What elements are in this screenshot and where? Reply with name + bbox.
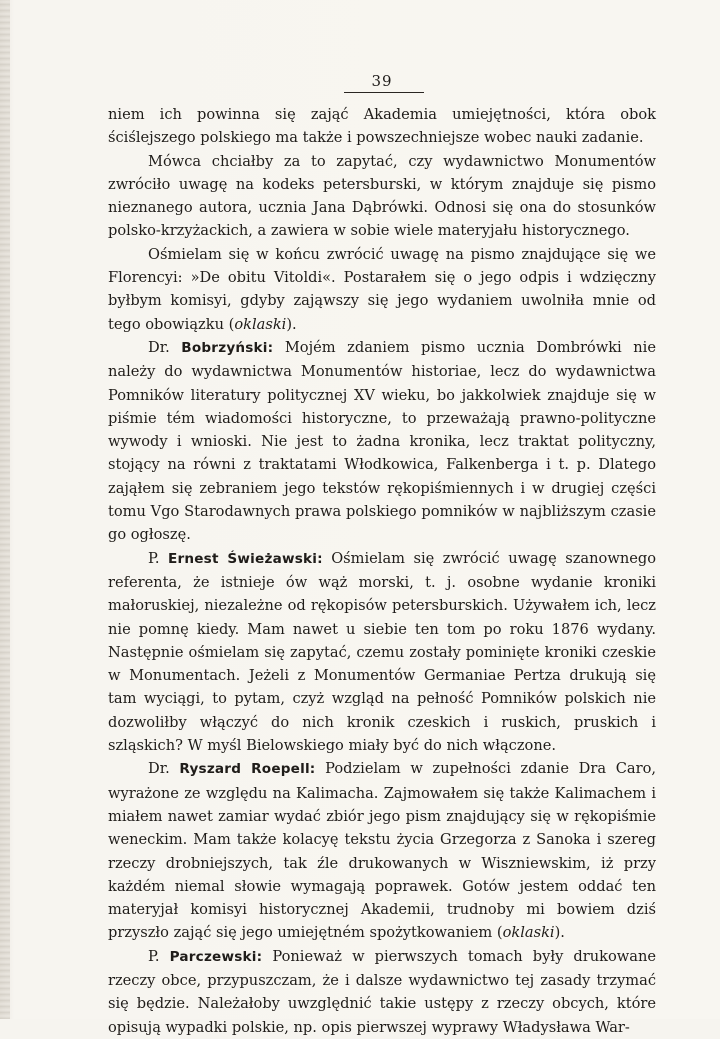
paragraph-parczewski [108,945,656,1039]
paragraph-3-end: ). [286,315,297,333]
paragraph-bobrzynski [108,336,656,547]
applause-note: oklaski [234,315,287,333]
speech-text: Ponieważ w pierwszych tomach były drukowane rzeczy obce, przypuszczam, że i dalsze wydawnictwo tej zasady trzymać się będzie. Należałoby uwzględnić takie ustępy z rzeczy obcych, które opisują wypadki polskie, np. opis pierwszej wyprawy Władysława War- [108,947,656,1036]
paragraph-1 [108,103,656,150]
speaker-title: Dr. [148,760,180,778]
paragraph-roepell [108,757,656,944]
page-number-rule [344,92,424,93]
page-binding-edge [0,0,10,1019]
speech-text: Podzielam w zupełności zdanie Dra Caro, wyrażone ze względu na Kalimacha. Zajmowałem się także Kalimachem i miałem nawet zamiar wydać zbiór jego pism znajdujący się w rękopiśmie weneckim. Mam także kolacyę tekstu życia Grzegorza z Sanoka i szereg rzeczy drobniejszych, tak źle drukowanych w Wiszniewskim, iż przy każdém niemal słowie wymagają poprawek. Gotów jestem oddać ten materyjał komisyi historycznej Akademii, trudnoby mi bowiem dziś przyszło zająć się jego umiejętném spożytkowaniem [108,760,656,942]
speech-tail: ( [492,924,503,942]
speaker-name: Ernest Świeżawski: [167,550,323,567]
applause-note: oklaski [502,924,555,942]
paragraph-2-text: Mówca chciałby za to zapytać, czy wydawnictwo Monumentów zwróciło uwagę na kodeks petersburski, w którym znajduje się pismo nieznanego autora, ucznia Jana Dąbrówki. Odnosi się ona do stosunków polsko-krzyżackich, a zawiera w sobie wiele materyjału historycznego. [108,152,656,240]
paragraph-1-text: niem ich powinna się zająć Akademia umiejętności, która obok ściślejszego polskiego ma także i powszechniejsze wobec nauki zadanie. [108,106,656,147]
paragraph-swiezawski [108,547,656,758]
paragraph-3 [108,243,656,336]
paragraph-3-tail: ( [223,315,235,333]
speech-end: ). [554,924,565,942]
speaker-title: Dr. [148,338,182,356]
speaker-title: P. [148,947,170,965]
page-number: 39 [371,72,393,90]
speech-text: Mojém zdaniem pismo ucznia Dombrówki nie należy do wydawnictwa Monumentów historiae, lecz do wydawnictwa Pomników literatury politycznej XV wieku, bo jakkolwiek znajduje się w piśmie tém wiadomości historyczne, to przeważają prawno-polityczne wywody i wnioski. Nie jest to żadna kronika, lecz traktat polityczny, stojący na równi z traktatami Włodkowica, Falkenberga i t. p. Dlatego zająłem się zebraniem jego tekstów rękopiśmiennych i w drugiej części tomu Vgo Starodawnych prawa polskiego pomników w najbliższym czasie go ogłoszę. [108,338,656,544]
paragraph-2 [108,150,656,243]
speech-text: Ośmielam się zwrócić uwagę szanownego referenta, że istnieje ów wąż morski, t. j. osobne wydanie kroniki małoruskiej, niezależne od rękopisów petersburskich. Używałem ich, lecz nie pomnę kiedy. Mam nawet u siebie ten tom po roku 1876 wydany. Następnie ośmielam się zapytać, czemu zostały pominięte kroniki czeskie w Monumentach. Jeżeli z Monumentów Germaniae Pertza drukują się tam wyciągi, to pytam, czyż wzgląd na pełność Pomników polskich nie dozwoliłby włączyć do nich kronik czeskich i ruskich, pruskich i szląskich? W myśl Bielowskiego miały być do nich włączone. [108,549,656,755]
speaker-name: Parczewski: [169,948,263,965]
body-text [108,103,656,1039]
speaker-name: Bobrzyński: [181,339,274,356]
speaker-title: P. [148,549,168,567]
paragraph-3-text: Ośmielam się w końcu zwrócić uwagę na pismo znajdujące się we Florencyi: »De obitu Vitoldi«. Postarałem się o jego odpis i wdzięczny byłbym komisyi, gdyby zająwszy się jego wydaniem uwolniła mnie od tego obowiązku [108,245,656,333]
speaker-name: Ryszard Roepell: [179,761,316,778]
